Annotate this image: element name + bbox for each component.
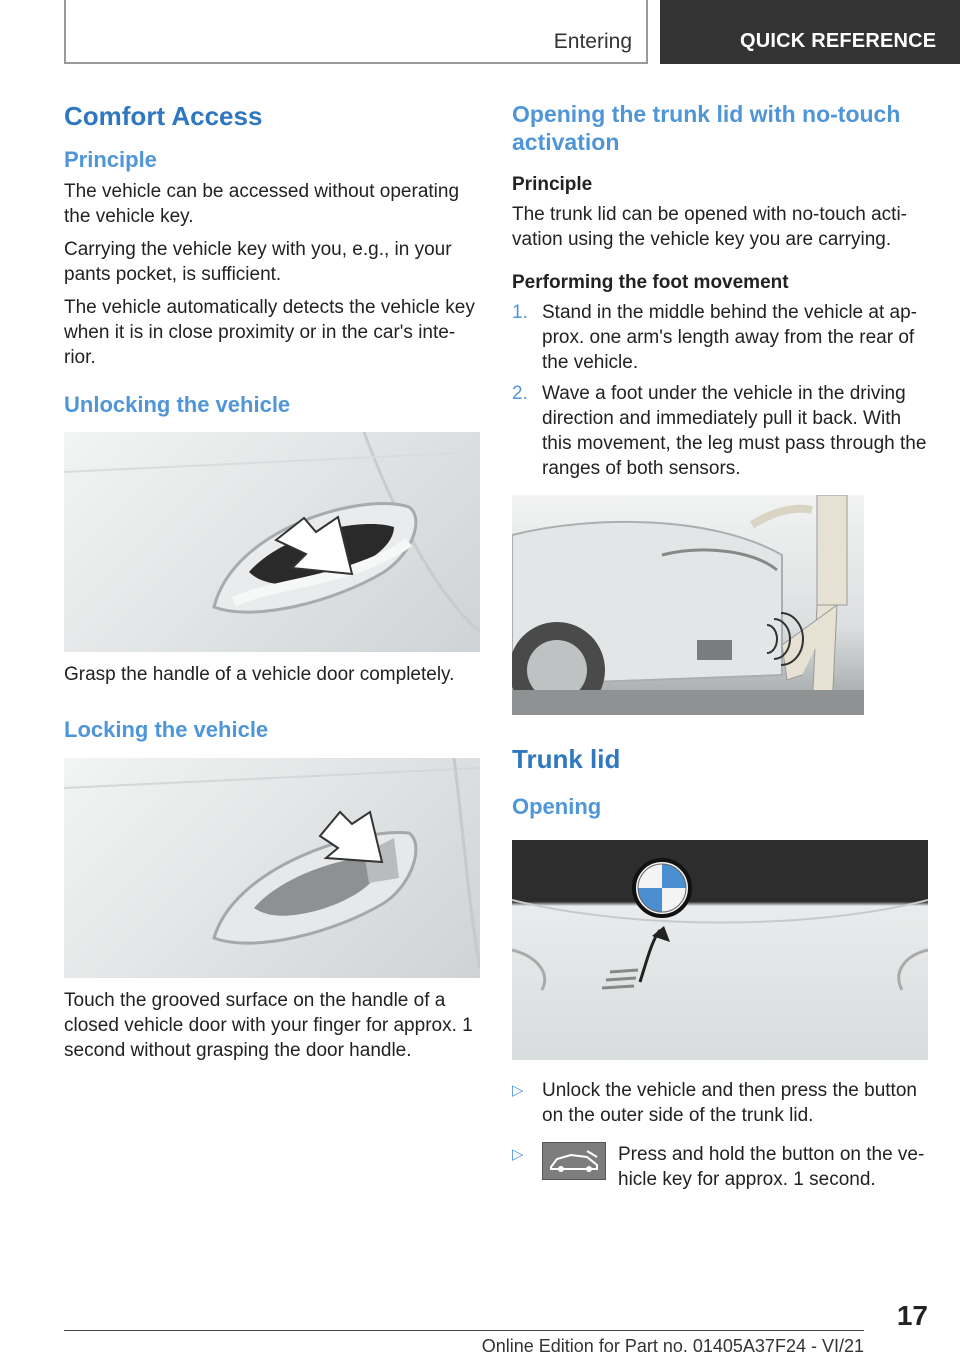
principle-paragraph-3: The vehicle automatically detects the vehicle key when it is in close proximity or in the car's inte-rior. xyxy=(64,296,475,368)
trunk-lid-title: Trunk lid xyxy=(512,744,621,774)
left-column xyxy=(64,100,482,1071)
principle-paragraph-1: The vehicle can be accessed without operating the vehicle key. xyxy=(64,180,460,227)
header-tab-quick-reference[interactable]: QUICK REFERENCE xyxy=(660,0,960,64)
step-item xyxy=(512,300,928,375)
step-number: 1. xyxy=(512,302,528,323)
opening-heading: Opening xyxy=(512,793,602,819)
foot-movement-heading: Performing the foot movement xyxy=(512,272,789,293)
trunk-key-button-icon xyxy=(542,1142,606,1180)
foot-movement-steps xyxy=(512,300,928,481)
unlocking-caption: Grasp the handle of a vehicle door completely. xyxy=(64,664,455,686)
no-touch-principle-text: The trunk lid can be opened with no-touch acti-vation using the vehicle key you are carrying. xyxy=(512,204,908,250)
bullet-text: Unlock the vehicle and then press the button on the outer side of the trunk lid. xyxy=(542,1079,917,1126)
right-column xyxy=(512,100,928,1206)
foot-movement-image xyxy=(512,495,864,715)
step-item xyxy=(512,381,928,481)
triangle-bullet-icon: ▷ xyxy=(512,1081,524,1099)
locking-heading: Locking the vehicle xyxy=(64,717,269,743)
step-text: Wave a foot under the vehicle in the driving direction and immediately pull it back. With this movement, the leg must pass through the ranges of both sensors. xyxy=(542,383,927,479)
no-touch-title: Opening the trunk lid with no-touch activation xyxy=(512,101,901,155)
arrow-icon xyxy=(320,812,382,862)
opening-instructions xyxy=(512,1078,928,1192)
door-handle-unlock-image xyxy=(64,432,480,652)
page-number: 17 xyxy=(896,1300,928,1331)
header-section-title: Entering xyxy=(553,30,632,53)
unlocking-heading: Unlocking the vehicle xyxy=(64,391,291,417)
door-handle-lock-image xyxy=(64,758,480,978)
trunk-button-image xyxy=(512,840,928,1060)
list-item xyxy=(512,1142,928,1192)
triangle-bullet-icon: ▷ xyxy=(512,1145,524,1163)
principle-heading: Principle xyxy=(64,146,157,172)
list-item xyxy=(512,1078,928,1128)
bullet-text: Press and hold the button on the ve-hicle key for approx. 1 second. xyxy=(618,1143,925,1190)
no-touch-principle-heading: Principle xyxy=(512,174,593,195)
comfort-access-title: Comfort Access xyxy=(64,101,263,131)
step-text: Stand in the middle behind the vehicle at ap-prox. one arm's length away from the rear of the vehicle. xyxy=(542,302,917,373)
step-number: 2. xyxy=(512,383,528,404)
principle-paragraph-2: Carrying the vehicle key with you, e.g., in your pants pocket, is sufficient. xyxy=(64,238,452,285)
header-frame xyxy=(64,0,648,64)
locking-caption: Touch the grooved surface on the handle of a closed vehicle door with your finger for approx. 1 second without grasping the door handle. xyxy=(64,989,473,1061)
footer-edition-text: Online Edition for Part no. 01405A37F24 - VI/21 xyxy=(481,1336,864,1356)
footer-divider xyxy=(64,1330,864,1331)
